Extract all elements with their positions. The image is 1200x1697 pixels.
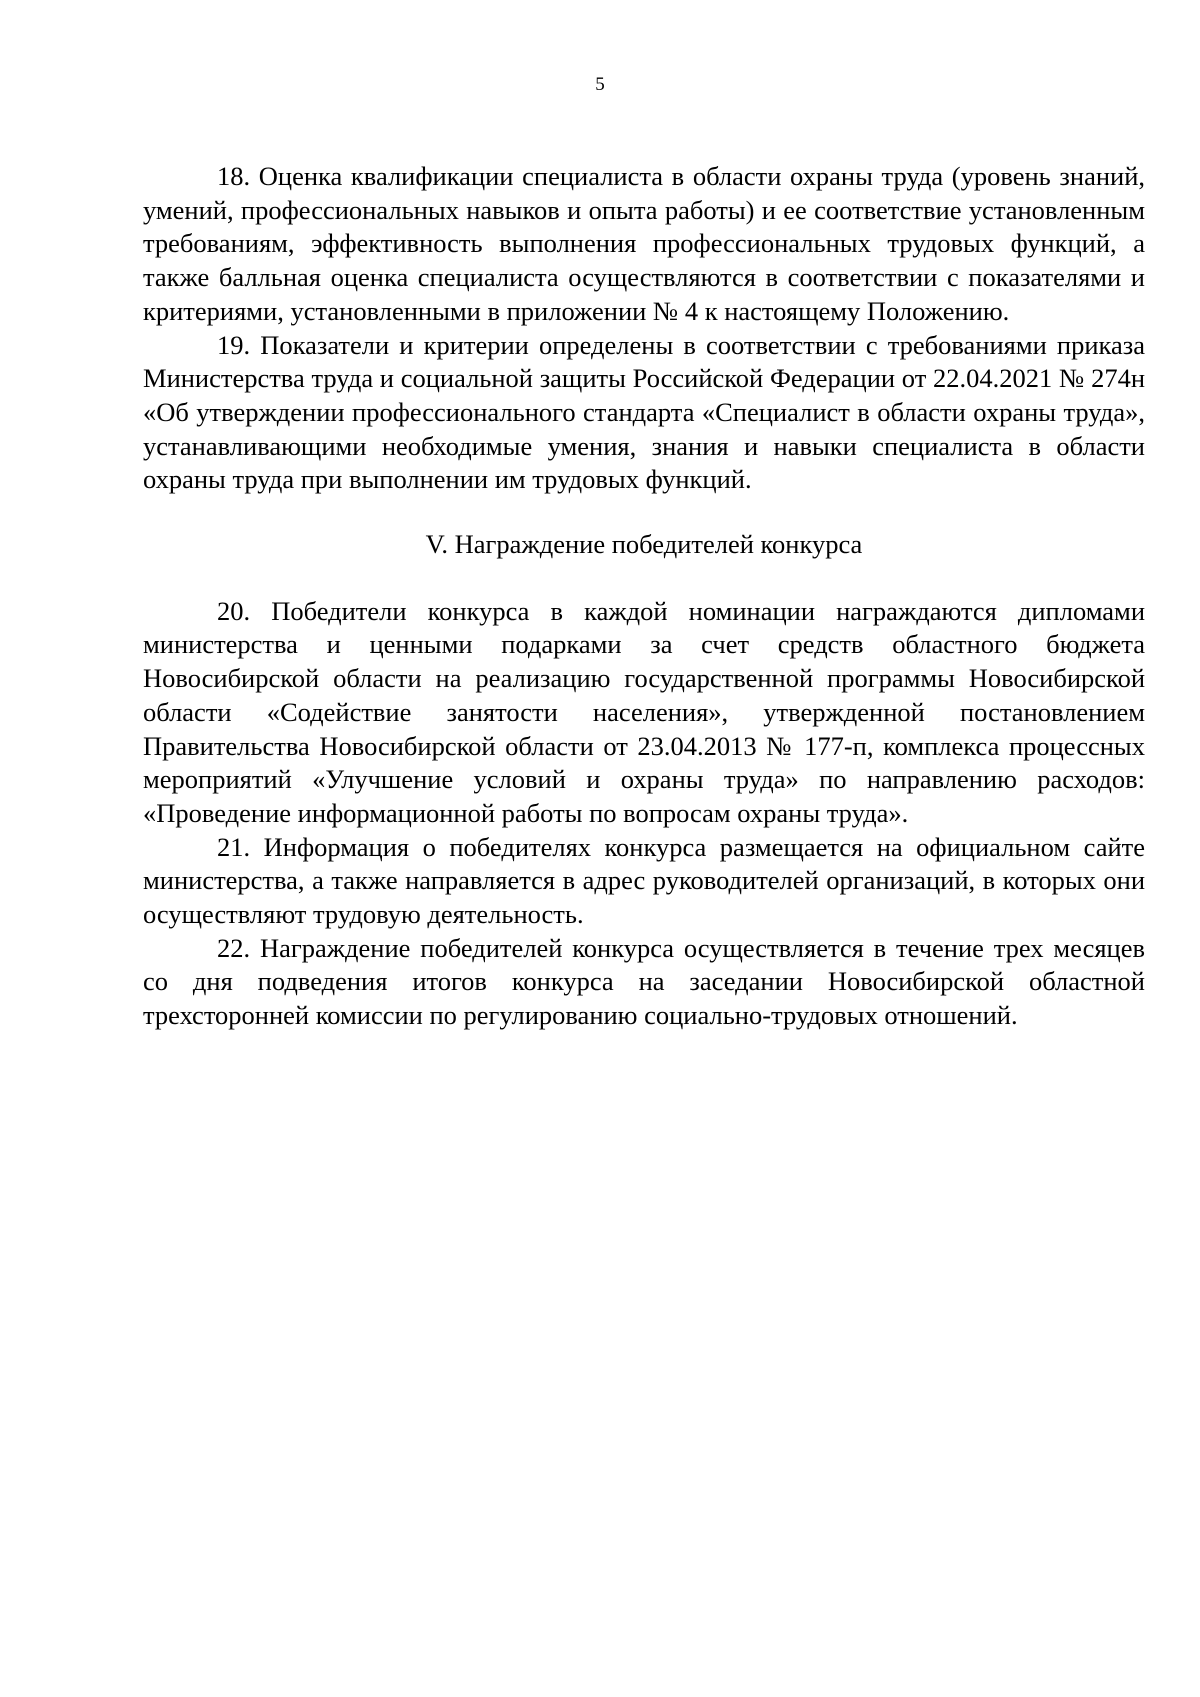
section-heading: V. Награждение победителей конкурса — [425, 529, 863, 560]
paragraph-20: 20. Победители конкурса в каждой номинации награждаются дипломами министерства и ценными подарками за счет средств областного бюджета Новосибирской области на реализацию государственной программы Новосибирской области «Содействие занятости населения», утвержденной постановлением Правительства Новосибирской области от 23.04.2013 № 177-п, комплекса процессных мероприятий «Улучшение условий и охраны труда» по направлению расходов: «Проведение информационной работы по вопросам охраны труда». — [143, 595, 1145, 828]
document-body — [143, 160, 1145, 1033]
page-number: 5 — [595, 74, 605, 95]
paragraph-22: 22. Награждение победителей конкурса осуществляется в течение трех месяцев со дня подведения итогов конкурса на заседании Новосибирской областной трехсторонней комиссии по регулированию социально-трудовых отношений. — [143, 932, 1145, 1031]
paragraph-21: 21. Информация о победителях конкурса размещается на официальном сайте министерства, а также направляется в адрес руководителей организаций, в которых они осуществляют трудовую деятельность. — [143, 831, 1145, 930]
paragraph-18: 18. Оценка квалификации специалиста в области охраны труда (уровень знаний, умений, профессиональных навыков и опыта работы) и ее соответствие установленным требованиям, эффективность выполнения профессиональных трудовых функций, а также балльная оценка специалиста осуществляются в соответствии с показателями и критериями, установленными в приложении № 4 к настоящему Положению. — [143, 161, 1145, 326]
paragraph-19: 19. Показатели и критерии определены в соответствии с требованиями приказа Министерства труда и социальной защиты Российской Федерации от 22.04.2021 № 274н «Об утверждении профессионального стандарта «Специалист в области охраны труда», устанавливающими необходимые умения, знания и навыки специалиста в области охраны труда при выполнении им трудовых функций. — [143, 329, 1145, 495]
